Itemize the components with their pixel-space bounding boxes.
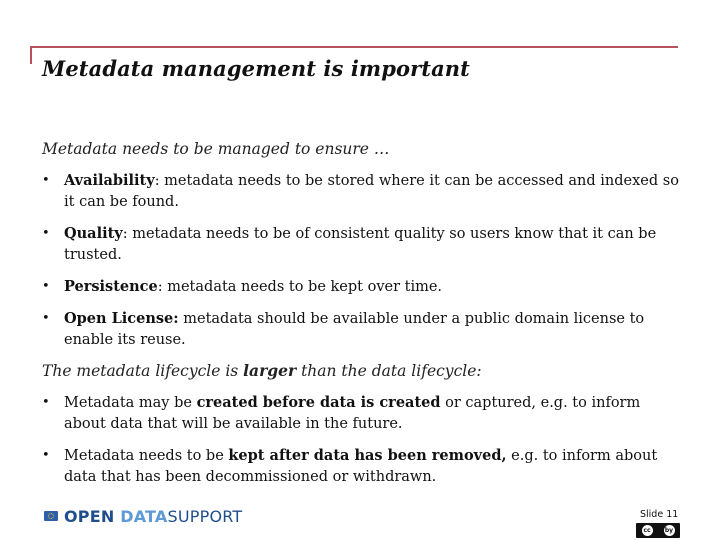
lifecycle-heading [42, 361, 682, 380]
lifecycle-list [42, 392, 682, 488]
bullet-dot-icon: • [42, 311, 50, 326]
requirements-list [42, 170, 682, 351]
list-item-created-before [42, 392, 682, 435]
desc-quality: : metadata needs to be of consistent quality so users know that it can be trusted. [64, 226, 657, 263]
logo-data: DATA [120, 506, 168, 526]
eu-flag-icon [44, 511, 58, 521]
bullet-dot-icon: • [42, 448, 50, 463]
logo-open: OPEN [64, 506, 121, 526]
term-open-license: Open License: [64, 310, 179, 327]
desc-availability: : metadata needs to be stored where it can be accessed and indexed so it can be found. [64, 173, 679, 210]
logo-support: SUPPORT [167, 506, 243, 526]
created-before-emph: created before data is created [196, 394, 441, 411]
slide-content [42, 140, 682, 498]
creative-commons-badge [636, 523, 680, 538]
list-item-open-license [42, 308, 682, 351]
bullet-dot-icon: • [42, 279, 50, 294]
intro-text: Metadata needs to be managed to ensure … [42, 140, 390, 158]
open-data-support-logo [44, 506, 242, 526]
list-item-persistence [42, 276, 682, 298]
created-before-post: or captured, e.g. to inform about data that will be available in the future. [64, 395, 641, 432]
slide-title: Metadata management is important [42, 56, 470, 81]
slide-number: Slide 11 [640, 509, 679, 520]
bullet-dot-icon: • [42, 226, 50, 241]
logo-text [64, 507, 242, 526]
title-frame-left-line [30, 46, 32, 64]
list-item-kept-after [42, 445, 682, 488]
lifecycle-post: than the data lifecycle: [296, 362, 482, 380]
cc-by-attribution-icon: by [664, 527, 674, 534]
cc-license-icon: cc [643, 527, 651, 534]
term-persistence: Persistence [64, 278, 158, 295]
bullet-dot-icon: • [42, 173, 50, 188]
kept-after-pre: Metadata needs to be [64, 448, 229, 464]
kept-after-emph: kept after data has been removed, [228, 447, 507, 464]
lifecycle-pre: The metadata lifecycle is [42, 362, 244, 380]
desc-persistence: : metadata needs to be kept over time. [157, 279, 443, 295]
term-availability: Availability [64, 172, 155, 189]
lifecycle-emph: larger [243, 361, 297, 380]
list-item-availability [42, 170, 682, 213]
desc-open-license: metadata should be available under a public domain license to enable its reuse. [64, 311, 645, 348]
created-before-pre: Metadata may be [64, 395, 197, 411]
term-quality: Quality [64, 225, 123, 242]
title-frame-top-line [30, 46, 678, 48]
bullet-dot-icon: • [42, 395, 50, 410]
list-item-quality [42, 223, 682, 266]
kept-after-post: e.g. to inform about data that has been decommissioned or withdrawn. [64, 448, 658, 485]
